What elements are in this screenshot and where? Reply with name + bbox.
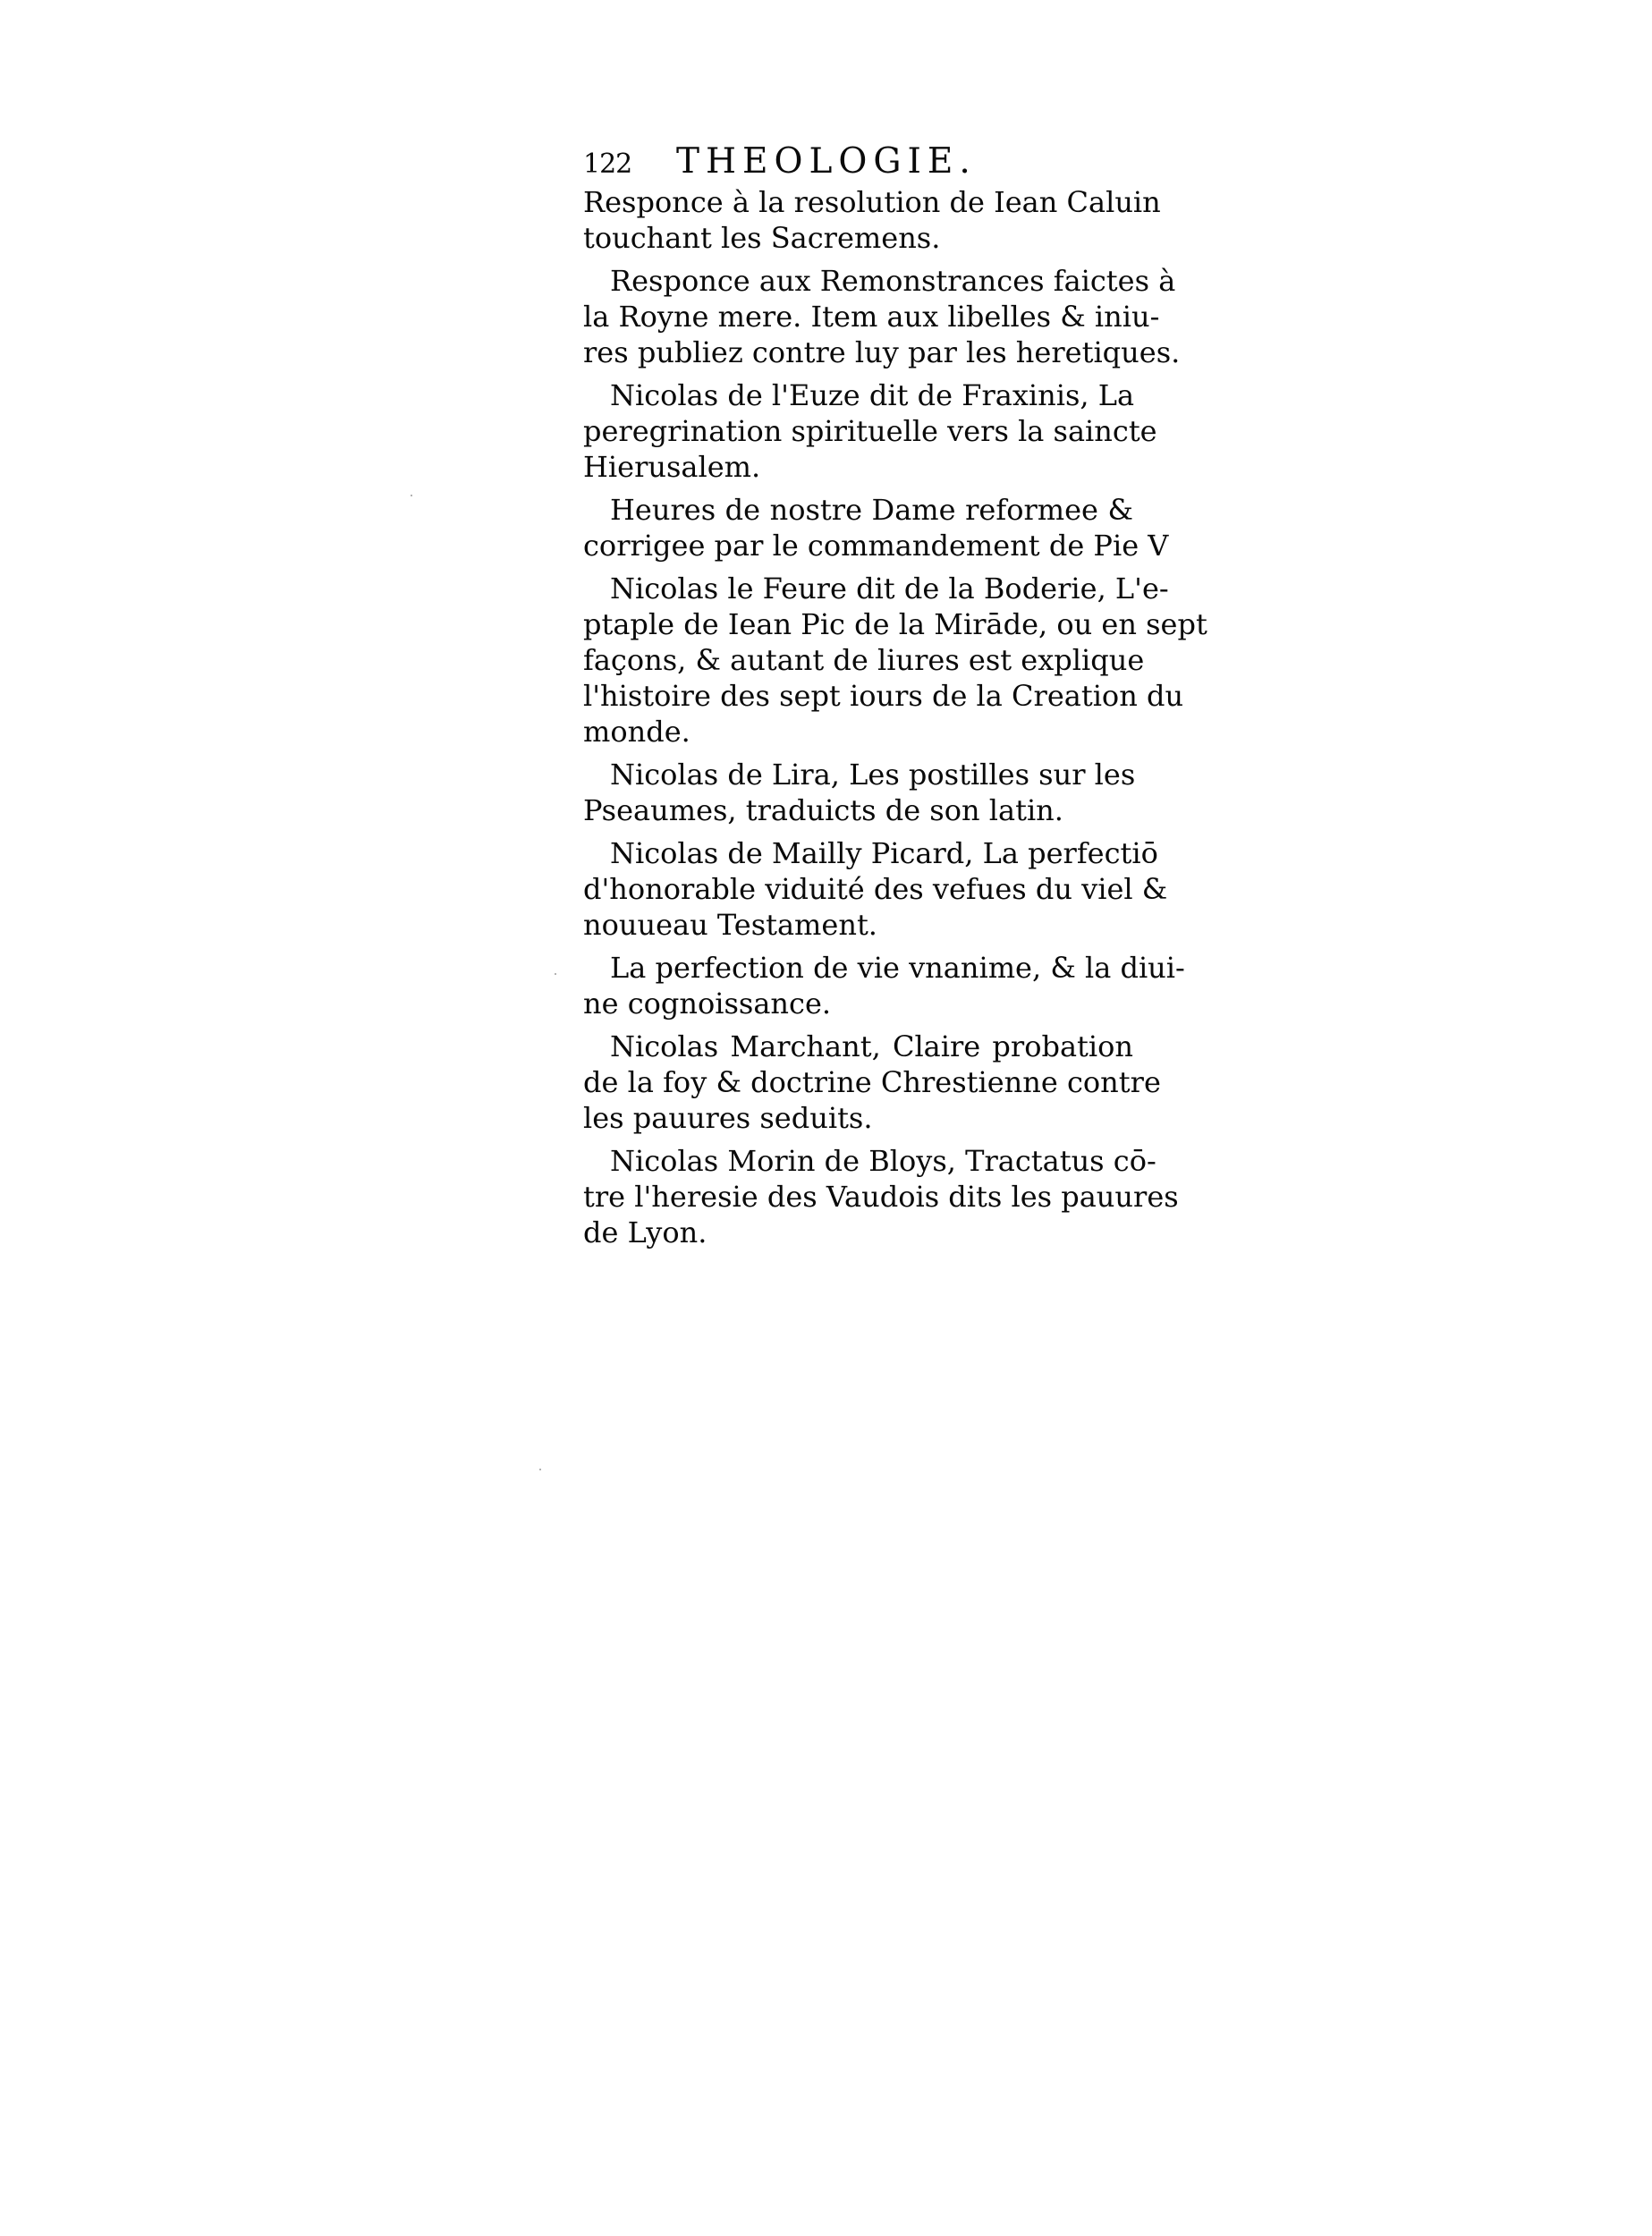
- entry-line: de Lyon.: [583, 1215, 707, 1249]
- entry-line: la Royne mere. Item aux libelles & iniu-: [583, 300, 1160, 334]
- catalog-entry: [583, 950, 1185, 1021]
- entry-line: Nicolas Marchant, Claire probation: [610, 1029, 1133, 1063]
- running-head: [583, 141, 1133, 181]
- entry-line: res publiez contre luy par les heretiques.: [583, 335, 1181, 369]
- entry-line: Pseaumes, traduicts de son latin.: [583, 793, 1063, 827]
- catalog-entry: [583, 263, 1181, 370]
- scan-speck: [539, 1469, 541, 1470]
- entry-line: monde.: [583, 715, 690, 749]
- entry-line: Responce aux Remonstrances faictes à: [610, 264, 1176, 298]
- entry-line: corrigee par le commandement de Pie V: [583, 529, 1169, 563]
- catalog-entry: [583, 1143, 1179, 1250]
- section-title: THEOLOGIE.: [676, 141, 977, 182]
- catalog-entry: [583, 492, 1169, 563]
- scan-speck: [411, 495, 412, 496]
- entry-line: La perfection de vie vnanime, & la diui-: [610, 951, 1185, 985]
- entry-line: Nicolas Morin de Bloys, Tractatus cō-: [610, 1144, 1156, 1178]
- entry-line: ptaple de Iean Pic de la Mirāde, ou en sept: [583, 607, 1207, 641]
- catalog-entry: [583, 1029, 1161, 1136]
- entry-line: d'honorable viduité des vefues du viel &: [583, 872, 1168, 906]
- entry-line: touchant les Sacremens.: [583, 221, 941, 255]
- entry-line: Responce à la resolution de Iean Caluin: [583, 185, 1161, 219]
- catalog-entry: [583, 184, 1161, 256]
- catalog-entry: [583, 835, 1168, 943]
- entry-line: façons, & autant de liures est explique: [583, 643, 1145, 677]
- entry-line: Hierusalem.: [583, 450, 761, 484]
- entry-line: l'histoire des sept iours de la Creation du: [583, 679, 1184, 713]
- scan-speck: [555, 973, 556, 975]
- entry-line: Nicolas de l'Euze dit de Fraxinis, La: [610, 378, 1135, 412]
- text-column: [583, 141, 1207, 1258]
- entry-line: tre l'heresie des Vaudois dits les pauures: [583, 1180, 1179, 1214]
- page-number: 122: [583, 148, 632, 180]
- entry-line: de la foy & doctrine Chrestienne contre: [583, 1065, 1161, 1099]
- catalog-entry: [583, 757, 1136, 828]
- entry-line: ne cognoissance.: [583, 987, 832, 1021]
- entry-line: nouueau Testament.: [583, 908, 877, 942]
- catalog-entry: [583, 571, 1207, 750]
- entry-line: Nicolas de Lira, Les postilles sur les: [610, 758, 1136, 792]
- entry-line: les pauures seduits.: [583, 1101, 873, 1135]
- entry-line: peregrination spirituelle vers la saincte: [583, 414, 1157, 448]
- entry-line: Nicolas le Feure dit de la Boderie, L'e-: [610, 572, 1169, 606]
- entry-line: Nicolas de Mailly Picard, La perfectiō: [610, 836, 1158, 870]
- entry-line: Heures de nostre Dame reformee &: [610, 493, 1133, 527]
- catalog-entry: [583, 377, 1157, 485]
